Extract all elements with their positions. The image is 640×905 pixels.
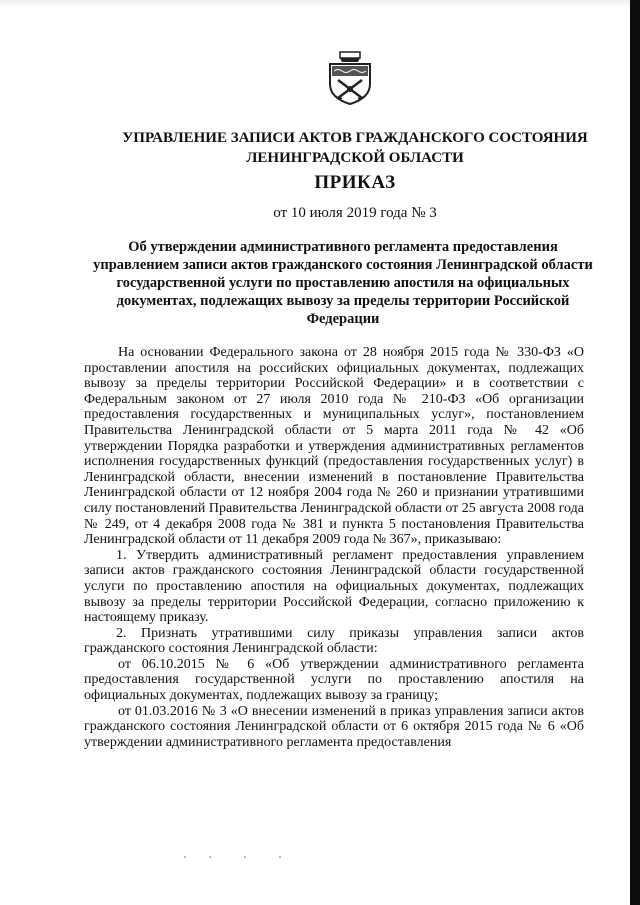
order-subject: Об утверждении административного регламента предоставления управлением записи актов гражданского состояния Ленинградской области государственной услуги по проставлению апостиля на официальных документах, подлежащих вывозу за пределы территории Российской Федерации (93, 239, 593, 327)
scan-top-edge (0, 0, 640, 8)
org-line-1: УПРАВЛЕНИЕ ЗАПИСИ АКТОВ ГРАЖДАНСКОГО СОСТОЯНИЯ (122, 130, 588, 146)
order-body (84, 345, 584, 750)
order-date: от 10 июля 2019 года № 3 (273, 205, 437, 221)
paragraph-item-2: 2. Признать утратившими силу приказы управления записи актов гражданского состояния Ленинградской области: (84, 625, 584, 657)
scan-artifact-dots (180, 852, 300, 862)
paragraph-item-1: 1. Утвердить административный регламент предоставления управлением записи актов гражданского состояния Ленинградской области государственной услуги по проставлению апостиля на официальных документах, подлежащих вывозу за пределы территории Российской Федерации, согласно приложению к настоящему приказу. (84, 547, 584, 626)
paragraph-repealed-order-1: от 06.10.2015 № 6 «Об утверждении административного регламента предоставления государственной услуги по проставлению апостиля на официальных документах, подлежащих вывозу за границу; (84, 656, 584, 704)
organization-name (60, 128, 640, 168)
order-title: ПРИКАЗ (314, 172, 396, 193)
org-line-2: ЛЕНИНГРАДСКОЙ ОБЛАСТИ (246, 150, 464, 166)
leningrad-oblast-emblem-icon (326, 50, 374, 106)
paragraph-basis: На основании Федерального закона от 28 ноября 2015 года № 330-ФЗ «О проставлении апостиля на российских официальных документах, подлежащих вывозу за пределы территории Российской Федерации» и в соответствии с Федеральным законом от 27 июля 2010 года № 210-ФЗ «Об организации предоставления государственных и муниципальных услуг», постановлением Правительства Ленинградской области от 5 марта 2011 года № 42 «Об утверждении Порядка разработки и утверждения административных регламентов исполнения государственных функций (предоставления государственных услуг) в Ленинградской области, внесении изменений в постановление Правительства Ленинградской области от 12 ноября 2004 года № 260 и признании утратившими силу постановлений Правительства Ленинградской области от 25 августа 2008 года № 249, от 4 декабря 2008 года № 381 и пункта 5 постановления Правительства Ленинградской области от 11 декабря 2009 года № 367», приказываю: (84, 345, 584, 548)
paragraph-repealed-order-2: от 01.03.2016 № 3 «О внесении изменений в приказ управления записи актов гражданского состояния Ленинградской области от 6 октября 2015 года № 6 «Об утверждении административного регламента предоставления (84, 703, 584, 750)
